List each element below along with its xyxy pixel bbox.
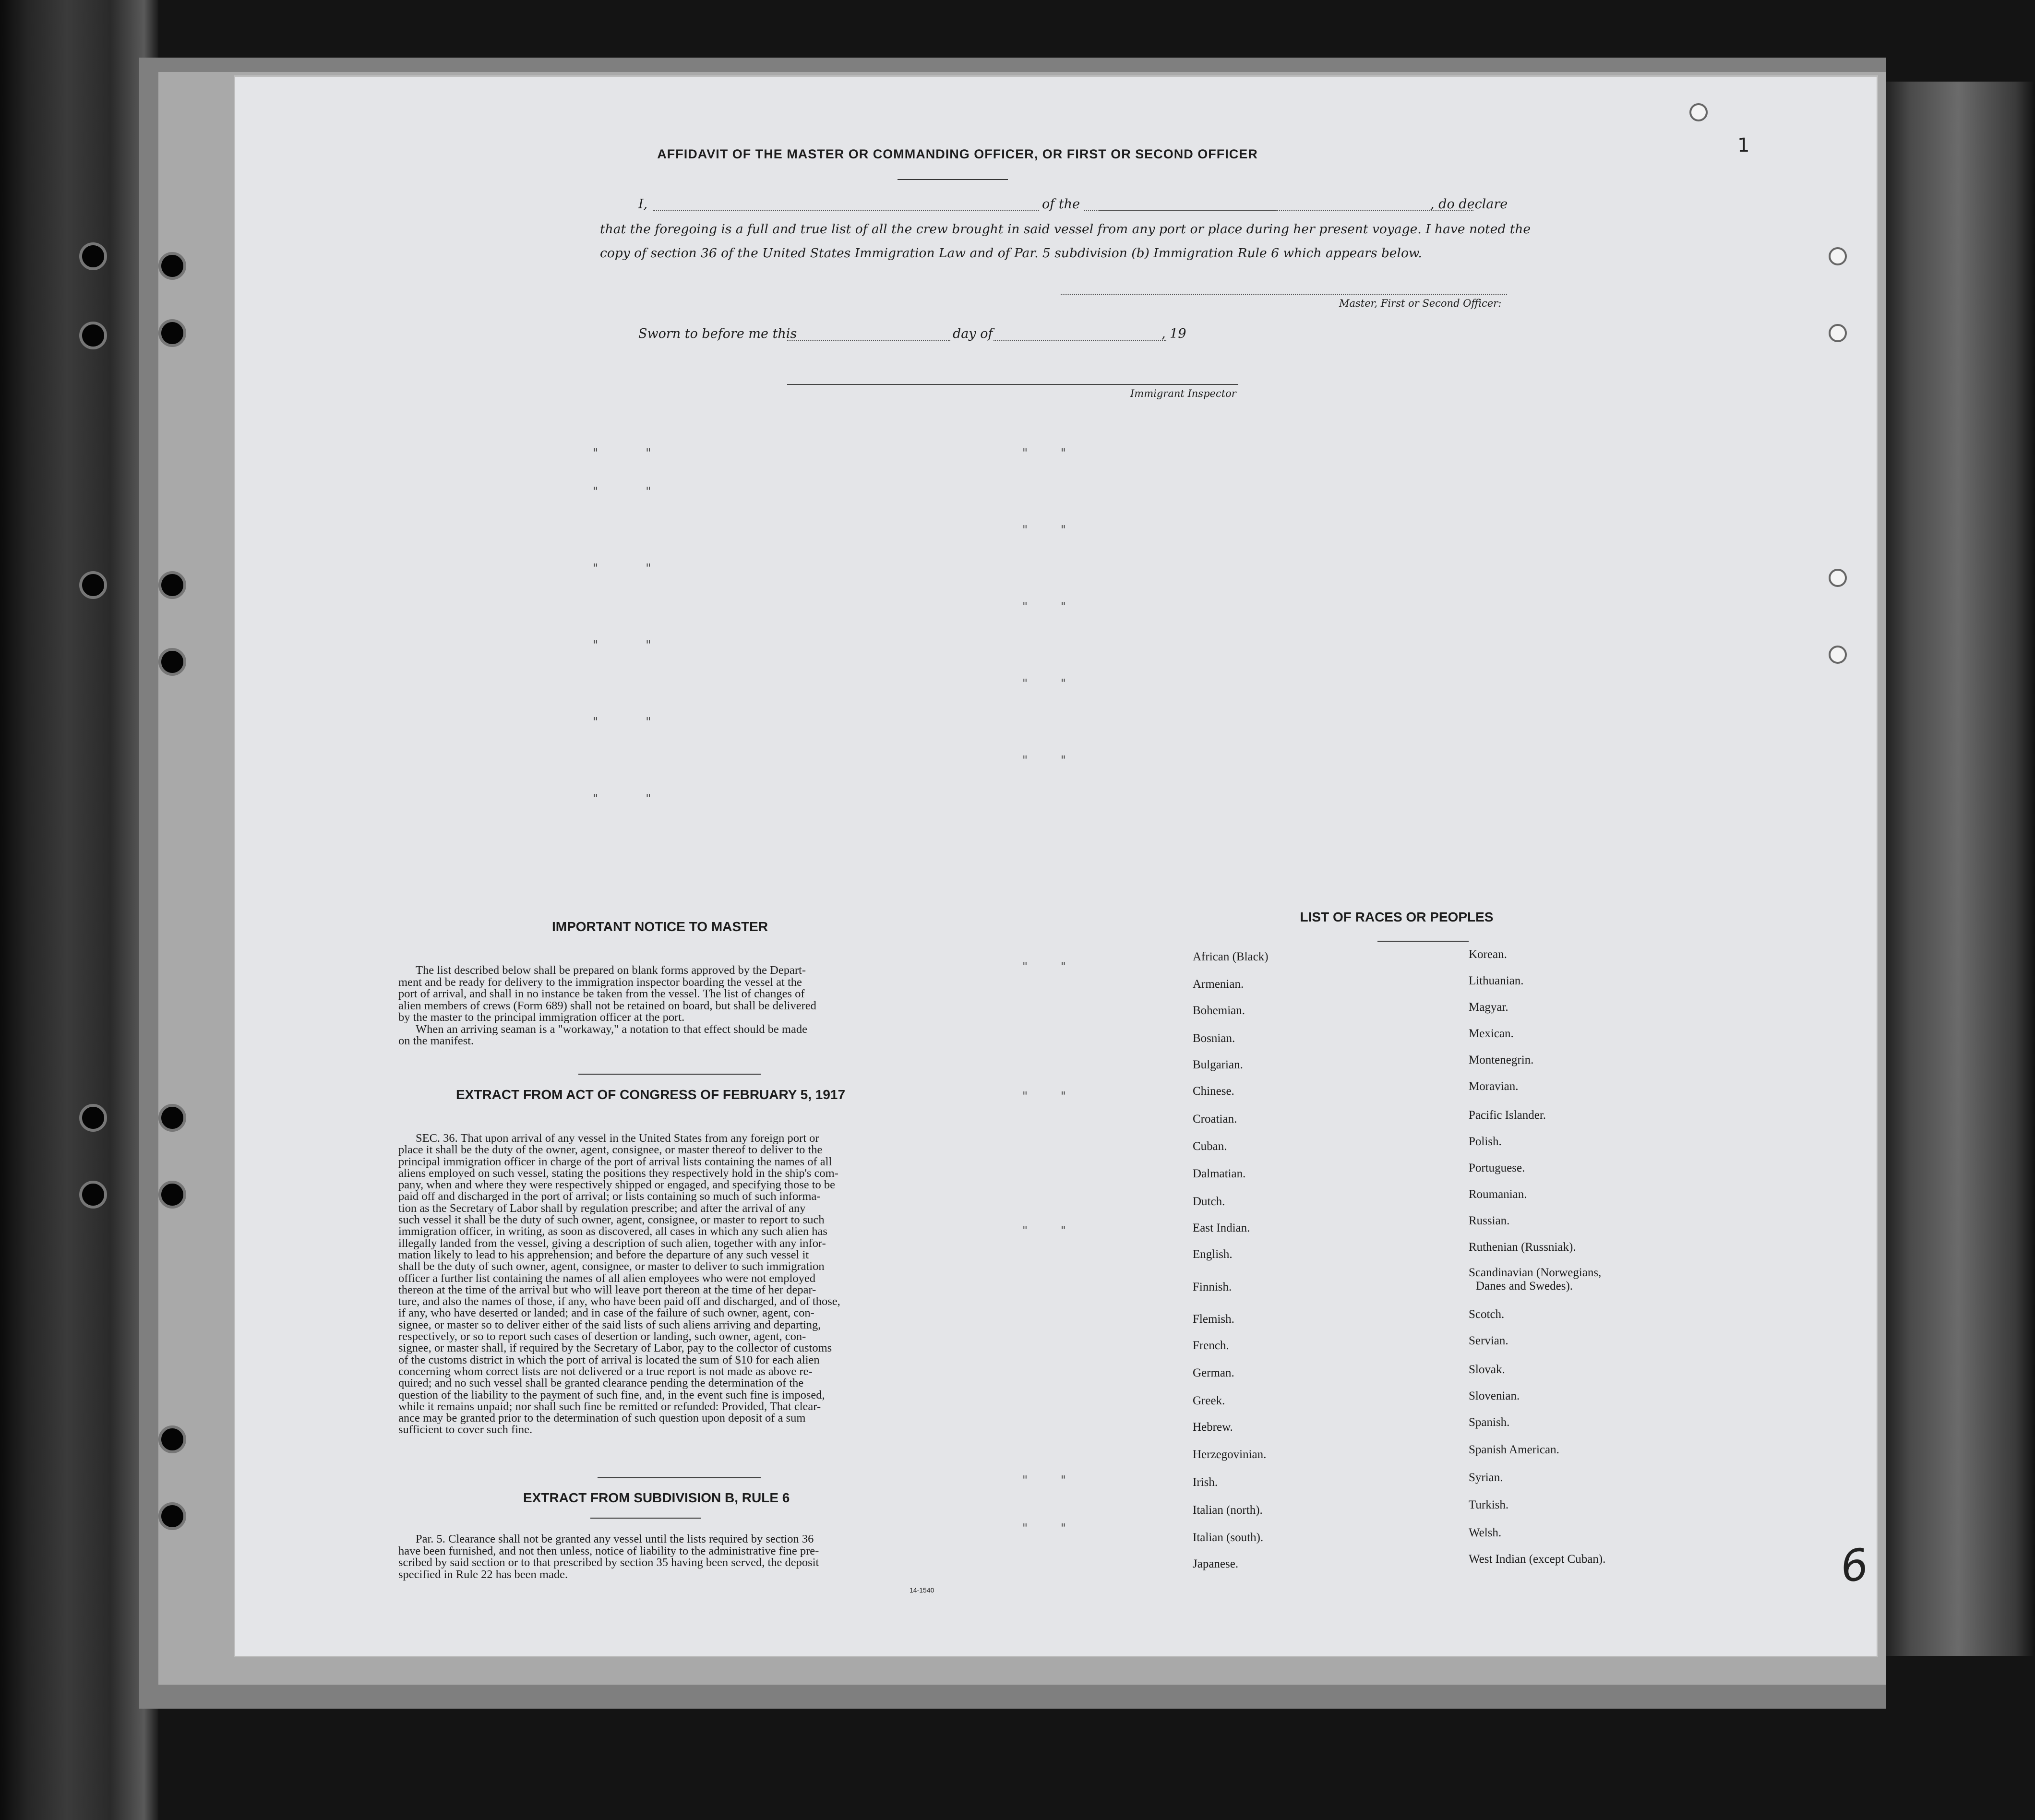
race-item: Pacific Islander. xyxy=(1469,1109,1546,1122)
bleed-through-marks: " " xyxy=(1022,446,1066,460)
bleed-through-marks: " " xyxy=(1022,600,1066,613)
vessel-blank[interactable] xyxy=(1099,210,1473,211)
act-line: immigration officer, in writing, as soon as discovered, all cases in which any such alien has xyxy=(398,1225,827,1238)
binder-hole xyxy=(79,1181,107,1209)
bleed-through-marks: " " xyxy=(593,792,651,805)
binder-hole xyxy=(158,1104,186,1132)
race-item: Cuban. xyxy=(1193,1140,1227,1153)
race-item: Japanese. xyxy=(1193,1557,1239,1570)
race-item: Italian (north). xyxy=(1193,1504,1263,1517)
race-item: Bohemian. xyxy=(1193,1004,1245,1017)
act-line: paid off and discharged in the port of arrival; or lists containing so much of such informa- xyxy=(398,1190,821,1203)
binder-hole xyxy=(79,242,107,270)
binder-spine-left xyxy=(0,0,158,1820)
race-item: Danes and Swedes). xyxy=(1476,1280,1573,1293)
affidavit-i: I, xyxy=(638,197,648,212)
affidavit-title: AFFIDAVIT OF THE MASTER OR COMMANDING OFFICER, OR FIRST OR SECOND OFFICER xyxy=(657,147,1258,161)
rule-line: scribed by said section or to that prescribed by section 35 having been served, the deposit xyxy=(398,1556,819,1569)
notice-line: by the master to the principal immigration officer at the port. xyxy=(398,1011,685,1024)
act-line: while it remains unpaid; nor shall such fine be remitted or refunded: Provided, That clear- xyxy=(398,1400,821,1413)
master-signature-line[interactable] xyxy=(1061,294,1507,295)
race-item: Servian. xyxy=(1469,1334,1508,1347)
act-line: SEC. 36. That upon arrival of any vessel in the United States from any foreign port or xyxy=(416,1132,819,1145)
race-item: Hebrew. xyxy=(1193,1421,1233,1434)
binder-hole xyxy=(79,1104,107,1132)
notice-line: The list described below shall be prepared on blank forms approved by the Depart- xyxy=(416,964,806,977)
race-item: Spanish American. xyxy=(1469,1443,1559,1456)
sworn-prefix: Sworn to before me this xyxy=(638,326,797,341)
notice-text xyxy=(398,965,931,1047)
act-line: ture, and also the names of those, if any, who have been paid off and discharged, and of those, xyxy=(398,1295,840,1308)
binder-hole xyxy=(158,1502,186,1530)
act-line: concerning whom correct lists are not delivered or a true report is not made as above re- xyxy=(398,1365,813,1378)
races-title: LIST OF RACES OR PEOPLES xyxy=(1300,910,1494,924)
binder-hole xyxy=(158,571,186,599)
sworn-day-blank[interactable] xyxy=(787,340,950,341)
race-item: Welsh. xyxy=(1469,1526,1502,1539)
notice-line: ment and be ready for delivery to the immigration inspector boarding the vessel at the xyxy=(398,975,802,989)
sheet-punch-hole xyxy=(1829,646,1847,664)
race-item: Flemish. xyxy=(1193,1313,1234,1326)
act-line: quired; and no such vessel shall be granted clearance pending the determination of the xyxy=(398,1377,804,1390)
title-rule xyxy=(898,179,1008,180)
binder-hole xyxy=(79,571,107,599)
binder-hole xyxy=(158,1425,186,1453)
sheet-punch-hole xyxy=(1829,247,1847,265)
race-item: Greek. xyxy=(1193,1394,1225,1407)
notice-title: IMPORTANT NOTICE TO MASTER xyxy=(552,919,768,934)
race-item: Irish. xyxy=(1193,1476,1218,1489)
act-line: sufficient to cover such fine. xyxy=(398,1423,533,1437)
race-item: Syrian. xyxy=(1469,1471,1503,1484)
act-line: mation likely to lead to his apprehension; and before the departure of any such vessel it xyxy=(398,1248,809,1261)
act-line: signee, or master so to deliver either of the said lists of such aliens arriving and departing, xyxy=(398,1318,821,1331)
act-line: such vessel it shall be the duty of such owner, agent, consignee, or master to report to such xyxy=(398,1213,825,1227)
act-line: place it shall be the duty of the owner, agent, consignee, or master thereof to deliver to the xyxy=(398,1143,823,1157)
act-line: tion as the Secretary of Labor shall by regulation prescribe; and after the arrival of any xyxy=(398,1201,806,1215)
race-item: Montenegrin. xyxy=(1469,1054,1534,1066)
act-line: illegally landed from the vessel, giving a description of such alien, together with any infor- xyxy=(398,1236,826,1250)
extract-act-title: EXTRACT FROM ACT OF CONGRESS OF FEBRUARY 5, 1917 xyxy=(456,1087,846,1102)
notice-line: alien members of crews (Form 689) shall not be retained on board, but shall be delivered xyxy=(398,999,816,1012)
race-item: East Indian. xyxy=(1193,1221,1250,1234)
race-item: Portuguese. xyxy=(1469,1161,1525,1174)
act-line: aliens employed on such vessel, stating the positions they respectively hold in the ship's com- xyxy=(398,1166,838,1180)
race-item: Mexican. xyxy=(1469,1027,1514,1040)
notice-line: on the manifest. xyxy=(398,1034,474,1047)
binder-hole xyxy=(158,1181,186,1209)
act-line: question of the liability to the payment of such fine, and, in the event such fine is imposed, xyxy=(398,1388,825,1401)
bleed-through-marks: " " xyxy=(593,562,651,575)
master-signature-label: Master, First or Second Officer: xyxy=(1339,298,1502,309)
act-line: ance may be granted prior to the determination of such question upon deposit of a sum xyxy=(398,1412,806,1425)
race-item: Turkish. xyxy=(1469,1498,1509,1511)
notice-line: port of arrival, and shall in no instance be taken from the vessel. The list of changes of xyxy=(398,987,805,1000)
binder-hole xyxy=(158,252,186,280)
race-item: Ruthenian (Russniak). xyxy=(1469,1241,1576,1254)
rule6-rule xyxy=(590,1518,701,1519)
race-item: Herzegovinian. xyxy=(1193,1448,1267,1461)
race-item: African (Black) xyxy=(1193,950,1269,963)
bleed-through-marks: " " xyxy=(1022,1224,1066,1237)
binder-hole xyxy=(158,319,186,347)
act-line: respectively, or so to report such cases of desertion or landing, such owner, agent, con- xyxy=(398,1330,806,1343)
act-line: pany, when and where they were respectively shipped or engaged, and specifying those to be xyxy=(398,1178,836,1192)
inspector-signature-label: Immigrant Inspector xyxy=(1130,388,1236,399)
race-item: Magyar. xyxy=(1469,1001,1508,1014)
rule-line: have been furnished, and not then unless, notice of liability to the administrative fine pre- xyxy=(398,1544,819,1557)
handwritten-corner-mark: 6 xyxy=(1837,1539,1872,1593)
act-line: officer a further list containing the names of all alien employees who were not employed xyxy=(398,1271,816,1285)
races-rule xyxy=(1377,941,1469,942)
race-item: Polish. xyxy=(1469,1135,1502,1148)
race-item: French. xyxy=(1193,1339,1229,1352)
bleed-through-marks: " " xyxy=(1022,754,1066,767)
race-item: Moravian. xyxy=(1469,1080,1519,1093)
race-item: Finnish. xyxy=(1193,1281,1232,1293)
act-line: shall be the duty of such owner, agent, consignee, or master to deliver to such immigration xyxy=(398,1260,825,1273)
bleed-through-marks: " " xyxy=(1022,523,1066,537)
affidavit-line-3: copy of section 36 of the United States Immigration Law and of Par. 5 subdivision (b) Immigration Rule 6 which appears below. xyxy=(600,246,1422,261)
act-line: of the customs district in which the port of arrival is located the sum of $10 for each alien xyxy=(398,1353,820,1366)
race-item: Spanish. xyxy=(1469,1416,1510,1429)
extract-rule-text xyxy=(398,1533,931,1581)
act-line: principal immigration officer in charge of the port of arrival lists containing the names of all xyxy=(398,1155,832,1168)
race-item: Scandinavian (Norwegians, xyxy=(1469,1266,1602,1279)
rule-line: Par. 5. Clearance shall not be granted any vessel until the lists required by section 36 xyxy=(416,1533,814,1545)
bleed-through-marks: " " xyxy=(1022,677,1066,690)
sworn-year: , 19 xyxy=(1161,326,1186,341)
race-item: Lithuanian. xyxy=(1469,974,1524,987)
bleed-through-marks: " " xyxy=(593,638,651,652)
affidavit-of-the: of the xyxy=(1039,197,1083,212)
race-item: Armenian. xyxy=(1193,978,1244,991)
binder-spine-right xyxy=(1881,82,2035,1656)
bleed-through-marks: " " xyxy=(1022,1473,1066,1487)
document-sheet xyxy=(235,77,1877,1656)
race-item: Bosnian. xyxy=(1193,1032,1235,1045)
race-item: Scotch. xyxy=(1469,1308,1505,1321)
act-line: if any, who have deserted or landed; and in case of the failure of such owner, agent, con- xyxy=(398,1306,814,1320)
sworn-month-blank[interactable] xyxy=(994,340,1166,341)
race-item: Dutch. xyxy=(1193,1195,1225,1208)
binder-hole xyxy=(79,322,107,349)
race-item: Slovenian. xyxy=(1469,1389,1520,1402)
rule-line: specified in Rule 22 has been made. xyxy=(398,1568,568,1581)
sheet-punch-hole xyxy=(1829,324,1847,342)
race-item: West Indian (except Cuban). xyxy=(1469,1553,1606,1566)
affidavit-declare: , do declare xyxy=(1430,197,1508,212)
race-item: Italian (south). xyxy=(1193,1531,1264,1544)
act-line: thereon at the time of the arrival but who will leave port thereon at the time of her depar- xyxy=(398,1283,816,1296)
sheet-punch-hole xyxy=(1689,103,1708,121)
race-item: Russian. xyxy=(1469,1214,1510,1227)
bleed-through-marks: " " xyxy=(1022,960,1066,973)
bleed-through-marks: " " xyxy=(1022,1090,1066,1103)
bleed-through-marks: " " xyxy=(593,485,651,498)
race-item: Roumanian. xyxy=(1469,1188,1527,1201)
race-item: Korean. xyxy=(1469,948,1507,961)
act-line: signee, or master shall, if required by the Secretary of Labor, pay to the collector of customs xyxy=(398,1341,832,1355)
race-item: Croatian. xyxy=(1193,1113,1237,1126)
race-item: Slovak. xyxy=(1469,1363,1505,1376)
notice-line: When an arriving seaman is a "workaway," a notation to that effect should be made xyxy=(416,1022,807,1036)
sworn-day-of: day of xyxy=(953,326,993,341)
sheet-punch-hole xyxy=(1829,569,1847,587)
inspector-signature-line[interactable] xyxy=(787,384,1238,385)
bleed-through-marks: " " xyxy=(593,715,651,729)
extract-act-text xyxy=(398,1133,931,1436)
binder-hole xyxy=(158,648,186,676)
notice-rule xyxy=(578,1074,761,1075)
race-item: German. xyxy=(1193,1366,1234,1379)
extract-rule-title: EXTRACT FROM SUBDIVISION B, RULE 6 xyxy=(523,1490,790,1505)
race-item: Bulgarian. xyxy=(1193,1058,1243,1071)
bleed-through-marks: " " xyxy=(593,446,651,460)
race-item: Chinese. xyxy=(1193,1085,1234,1098)
handwritten-page-number: 1 xyxy=(1737,134,1750,156)
act-rule xyxy=(598,1477,761,1478)
form-number: 14-1540 xyxy=(910,1586,934,1594)
bleed-through-marks: " " xyxy=(1022,1521,1066,1535)
affidavit-line-2: that the foregoing is a full and true list of all the crew brought in said vessel from any port or place during her present voyage. I have noted the xyxy=(600,222,1531,237)
race-item: English. xyxy=(1193,1248,1233,1261)
race-item: Dalmatian. xyxy=(1193,1167,1246,1180)
